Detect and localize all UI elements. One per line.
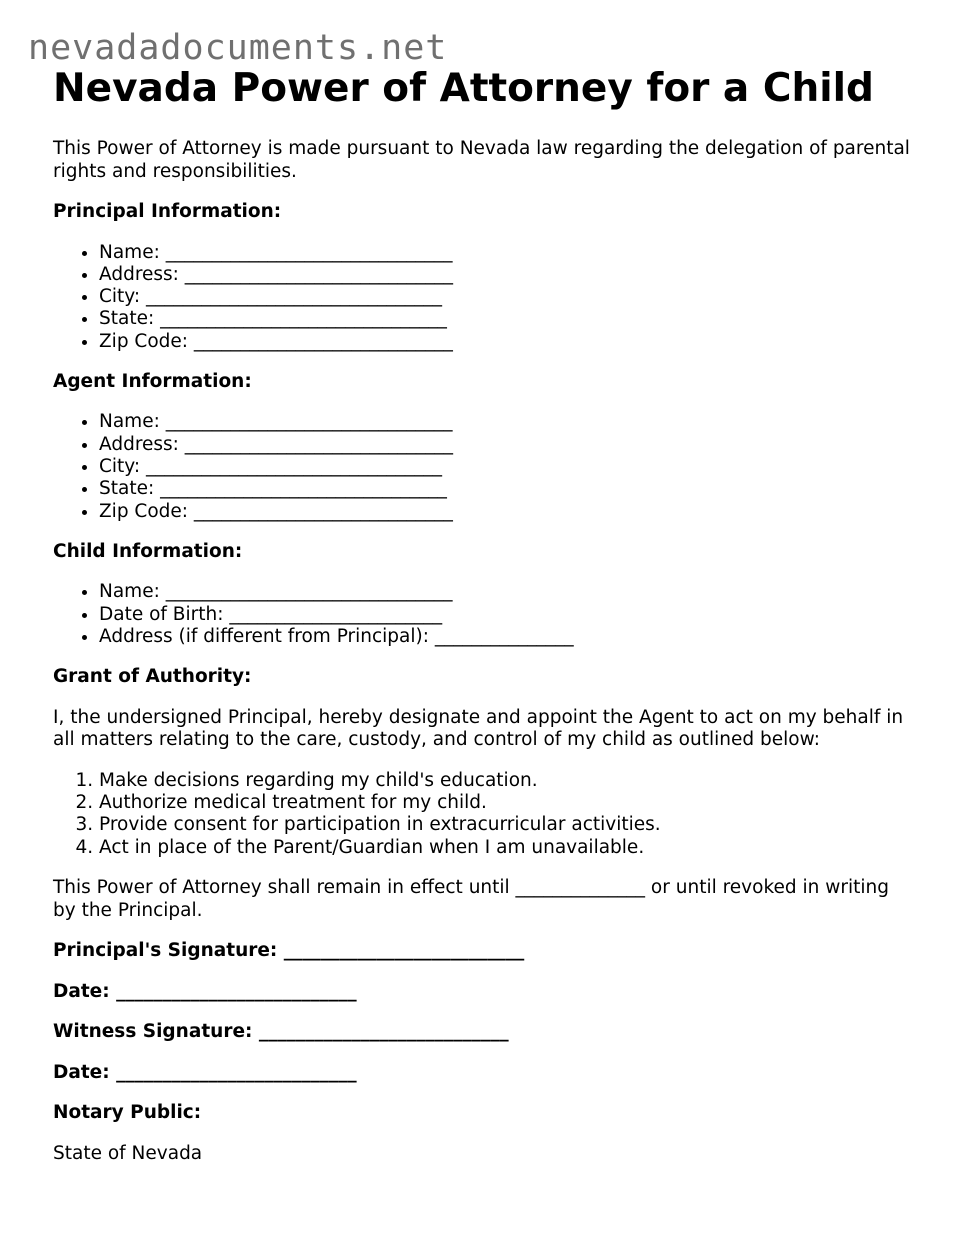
principal-city-field: • City: ________________________________	[99, 286, 913, 308]
grant-power-item: 3. Provide consent for participation in extracurricular activities.	[99, 814, 913, 836]
agent-fields-list	[53, 411, 913, 522]
principal-zip-field: • Zip Code: ____________________________	[99, 331, 913, 353]
child-name-field: • Name: _______________________________	[99, 581, 913, 603]
document-title: Nevada Power of Attorney for a Child	[53, 66, 874, 111]
child-dob-field: • Date of Birth: _______________________	[99, 604, 913, 626]
principal-signature-line: Principal's Signature: __________________________	[53, 940, 525, 962]
agent-address-field: • Address: _____________________________	[99, 434, 913, 456]
agent-heading: Agent Information:	[53, 370, 252, 392]
grant-power-item: 4. Act in place of the Parent/Guardian when I am unavailable.	[99, 837, 913, 859]
child-fields-list	[53, 581, 913, 648]
principal-heading: Principal Information:	[53, 201, 282, 222]
child-address-field: • Address (if different from Principal): _______________	[99, 626, 913, 648]
principal-fields-list	[53, 242, 913, 353]
child-heading: Child Information:	[53, 540, 243, 562]
agent-zip-field: • Zip Code: ____________________________	[99, 501, 913, 523]
agent-city-field: • City: ________________________________	[99, 456, 913, 478]
principal-date-line: Date: __________________________	[53, 980, 357, 1002]
principal-name-field: • Name: _______________________________	[99, 242, 913, 264]
principal-address-field: • Address: _____________________________	[99, 264, 913, 286]
intro-paragraph: This Power of Attorney is made pursuant to Nevada law regarding the delegation of parental rights and responsibilities.	[53, 138, 910, 182]
agent-name-field: • Name: _______________________________	[99, 411, 913, 433]
grant-powers-list	[53, 770, 913, 859]
notary-state-text: State of Nevada	[53, 1142, 203, 1164]
grant-power-item: 2. Authorize medical treatment for my child.	[99, 792, 913, 814]
grant-paragraph: I, the undersigned Principal, hereby designate and appoint the Agent to act on my behalf in all matters relating to the care, custody, and control of my child as outlined below:	[53, 706, 904, 751]
effect-paragraph: This Power of Attorney shall remain in effect until ______________ or until revoked in writing by the Principal.	[53, 877, 889, 921]
watermark: nevadadocuments.net	[28, 28, 448, 68]
grant-heading: Grant of Authority:	[53, 666, 252, 688]
document-body	[53, 66, 913, 1165]
witness-signature-line: Witness Signature: ___________________________	[53, 1021, 509, 1043]
principal-state-field: • State: _______________________________	[99, 308, 913, 330]
witness-date-line: Date: __________________________	[53, 1061, 357, 1083]
notary-heading: Notary Public:	[53, 1102, 202, 1124]
agent-state-field: • State: _______________________________	[99, 478, 913, 500]
grant-power-item: 1. Make decisions regarding my child's education.	[99, 770, 913, 792]
